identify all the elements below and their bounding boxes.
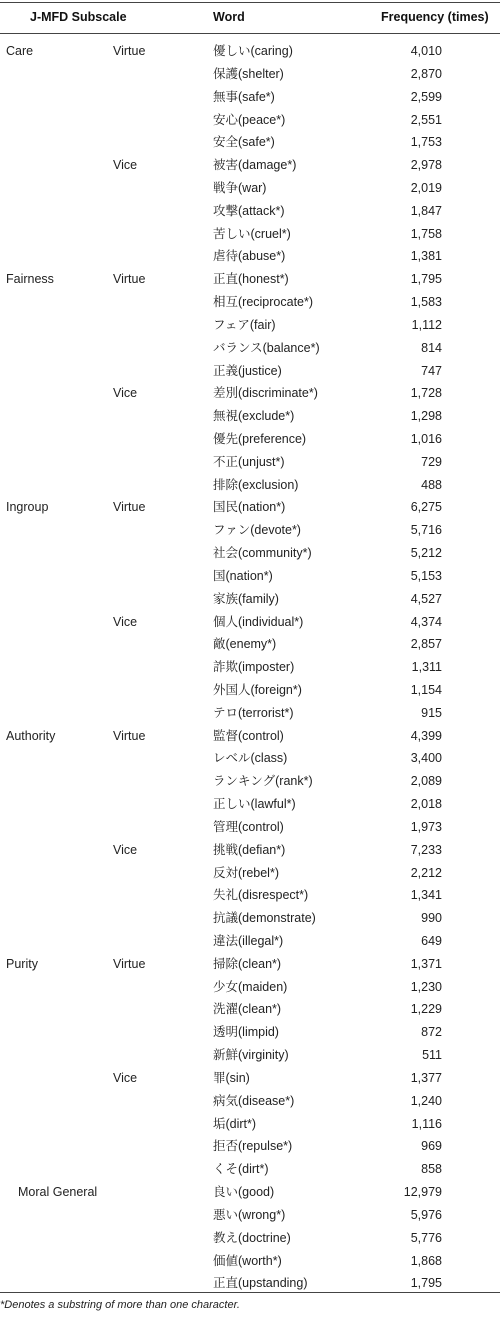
subscale-type-cell: Virtue (113, 728, 146, 743)
frequency-cell: 5,776 (410, 1230, 442, 1245)
frequency-cell: 3,400 (410, 751, 442, 766)
frequency-cell: 1,298 (410, 409, 442, 424)
subscale-foundation-cell: Fairness (6, 272, 54, 287)
word-cell: 戦争(war) (213, 180, 267, 195)
frequency-cell: 814 (421, 340, 442, 355)
frequency-cell: 858 (421, 1162, 442, 1177)
word-cell: 安全(safe*) (213, 135, 275, 150)
word-cell: 価値(worth*) (213, 1253, 282, 1268)
frequency-cell: 511 (422, 1048, 442, 1063)
word-cell: 正直(honest*) (213, 272, 289, 287)
word-cell: ファン(devote*) (213, 523, 301, 538)
header-frequency: Frequency (times) (381, 10, 489, 24)
word-cell: 正しい(lawful*) (213, 797, 296, 812)
word-cell: バランス(balance*) (213, 340, 320, 355)
frequency-cell: 1,583 (410, 295, 442, 309)
header-subscale: J-MFD Subscale (30, 10, 127, 24)
frequency-cell: 1,973 (410, 819, 442, 834)
frequency-cell: 969 (421, 1139, 442, 1154)
frequency-cell: 1,230 (410, 979, 442, 994)
frequency-cell: 747 (421, 363, 442, 378)
frequency-cell: 6,275 (410, 500, 442, 515)
word-cell: 正直(upstanding) (213, 1276, 308, 1291)
bottom-rule (0, 1292, 500, 1293)
frequency-cell: 2,089 (410, 774, 442, 789)
frequency-cell: 990 (421, 911, 442, 926)
word-cell: 苦しい(cruel*) (213, 226, 291, 241)
top-rule (0, 2, 500, 3)
frequency-cell: 1,795 (410, 1276, 442, 1291)
word-cell: 抗議(demonstrate) (213, 911, 316, 926)
frequency-cell: 915 (421, 705, 442, 720)
frequency-cell: 4,527 (410, 591, 442, 606)
frequency-cell: 2,212 (410, 865, 442, 880)
word-cell: 教え(doctrine) (213, 1230, 291, 1245)
word-cell: テロ(terrorist*) (213, 705, 294, 720)
frequency-cell: 5,212 (410, 546, 442, 560)
frequency-cell: 488 (421, 477, 442, 492)
frequency-cell: 5,153 (410, 568, 442, 583)
word-cell: 排除(exclusion) (213, 477, 299, 492)
word-cell: 差別(discriminate*) (213, 386, 318, 401)
frequency-cell: 1,154 (410, 683, 442, 697)
subscale-type-cell: Vice (113, 614, 138, 629)
frequency-cell: 1,795 (410, 272, 442, 287)
word-cell: ランキング(rank*) (213, 774, 313, 789)
subscale-type-cell: Vice (113, 386, 138, 401)
word-cell: 安心(peace*) (213, 112, 286, 127)
frequency-cell: 2,019 (410, 180, 442, 195)
word-cell: くそ(dirt*) (213, 1162, 269, 1177)
word-cell: 国(nation*) (213, 568, 273, 583)
word-cell: 国民(nation*) (213, 500, 286, 515)
frequency-cell: 4,010 (410, 44, 442, 58)
frequency-cell: 2,870 (410, 66, 442, 81)
word-cell: 虐待(abuse*) (213, 249, 286, 264)
frequency-cell: 1,371 (410, 956, 442, 971)
frequency-cell: 2,857 (410, 637, 442, 652)
frequency-cell: 1,311 (411, 660, 442, 675)
word-cell: 不正(unjust*) (213, 454, 285, 469)
word-cell: 挑戦(defian*) (213, 842, 286, 857)
word-cell: 良い(good) (213, 1185, 275, 1199)
frequency-cell: 1,868 (410, 1253, 442, 1268)
frequency-cell: 2,599 (410, 89, 442, 104)
word-cell: 社会(community*) (213, 546, 312, 560)
frequency-cell: 12,979 (403, 1185, 442, 1199)
word-cell: 外国人(foreign*) (213, 683, 302, 697)
word-cell: 敵(enemy*) (213, 637, 277, 652)
word-cell: 洗濯(clean*) (213, 1002, 282, 1017)
word-cell: 管理(control) (213, 819, 284, 834)
word-cell: 拒否(repulse*) (213, 1139, 293, 1154)
frequency-cell: 1,381 (410, 249, 442, 264)
word-cell: 攻撃(attack*) (213, 203, 285, 218)
frequency-cell: 1,116 (411, 1116, 442, 1131)
word-cell: 垢(dirt*) (213, 1116, 257, 1131)
subscale-type-cell: Vice (113, 1070, 138, 1085)
frequency-cell: 1,341 (410, 888, 442, 903)
frequency-cell: 2,551 (410, 112, 442, 127)
frequency-cell: 4,374 (410, 614, 442, 629)
subscale-type-cell: Virtue (113, 500, 146, 515)
word-cell: レベル(class) (213, 751, 288, 766)
word-cell: 透明(limpid) (213, 1025, 279, 1040)
word-cell: 罪(sin) (213, 1070, 250, 1085)
word-cell: 優しい(caring) (213, 44, 293, 58)
subscale-type-cell: Vice (113, 842, 138, 857)
word-cell: 個人(individual*) (213, 614, 304, 629)
frequency-cell: 2,978 (410, 158, 442, 173)
frequency-cell: 4,399 (410, 728, 442, 743)
subscale-type-cell: Virtue (113, 272, 146, 287)
word-cell: 無事(safe*) (213, 89, 275, 104)
subscale-type-cell: Virtue (113, 956, 146, 971)
word-cell: 優先(preference) (213, 431, 307, 446)
frequency-cell: 1,240 (410, 1093, 442, 1108)
subscale-foundation-cell: Moral General (18, 1185, 98, 1199)
word-cell: 被害(damage*) (213, 158, 297, 173)
frequency-cell: 1,016 (410, 431, 442, 446)
subscale-foundation-cell: Care (6, 44, 34, 58)
word-cell: 無視(exclude*) (213, 409, 295, 424)
word-cell: 違法(illegal*) (213, 934, 284, 948)
frequency-cell: 1,758 (410, 226, 442, 241)
word-cell: フェア(fair) (213, 317, 276, 332)
word-cell: 新鮮(virginity) (213, 1048, 289, 1063)
word-cell: 家族(family) (213, 591, 279, 606)
frequency-cell: 5,716 (410, 523, 442, 538)
frequency-cell: 1,753 (410, 135, 442, 150)
subscale-foundation-cell: Ingroup (6, 500, 49, 515)
subscale-foundation-cell: Authority (6, 728, 56, 743)
frequency-cell: 2,018 (410, 797, 442, 812)
word-cell: 詐欺(imposter) (213, 660, 295, 675)
word-cell: 少女(maiden) (213, 979, 288, 994)
header-rule (0, 33, 500, 34)
frequency-cell: 5,976 (410, 1207, 442, 1222)
frequency-cell: 1,112 (411, 317, 442, 332)
subscale-foundation-cell: Purity (6, 956, 38, 971)
footnote: *Denotes a substring of more than one character. (0, 1299, 240, 1311)
frequency-cell: 7,233 (410, 842, 442, 857)
frequency-cell: 872 (421, 1025, 442, 1040)
subscale-type-cell: Vice (113, 158, 138, 173)
word-cell: 正義(justice) (213, 363, 282, 378)
subscale-type-cell: Virtue (113, 44, 146, 58)
frequency-cell: 1,728 (410, 386, 442, 401)
frequency-cell: 649 (421, 934, 442, 948)
frequency-cell: 1,847 (410, 203, 442, 218)
word-cell: 保護(shelter) (213, 66, 284, 81)
frequency-cell: 1,377 (410, 1070, 442, 1085)
word-cell: 反対(rebel*) (213, 865, 279, 880)
word-cell: 相互(reciprocate*) (213, 295, 314, 309)
word-cell: 病気(disease*) (213, 1093, 295, 1108)
header-word: Word (213, 10, 245, 24)
word-cell: 悪い(wrong*) (213, 1207, 286, 1222)
frequency-cell: 1,229 (410, 1002, 442, 1017)
frequency-cell: 729 (421, 454, 442, 469)
word-cell: 監督(control) (213, 728, 284, 743)
word-cell: 掃除(clean*) (213, 956, 282, 971)
word-cell: 失礼(disrespect*) (213, 888, 309, 903)
